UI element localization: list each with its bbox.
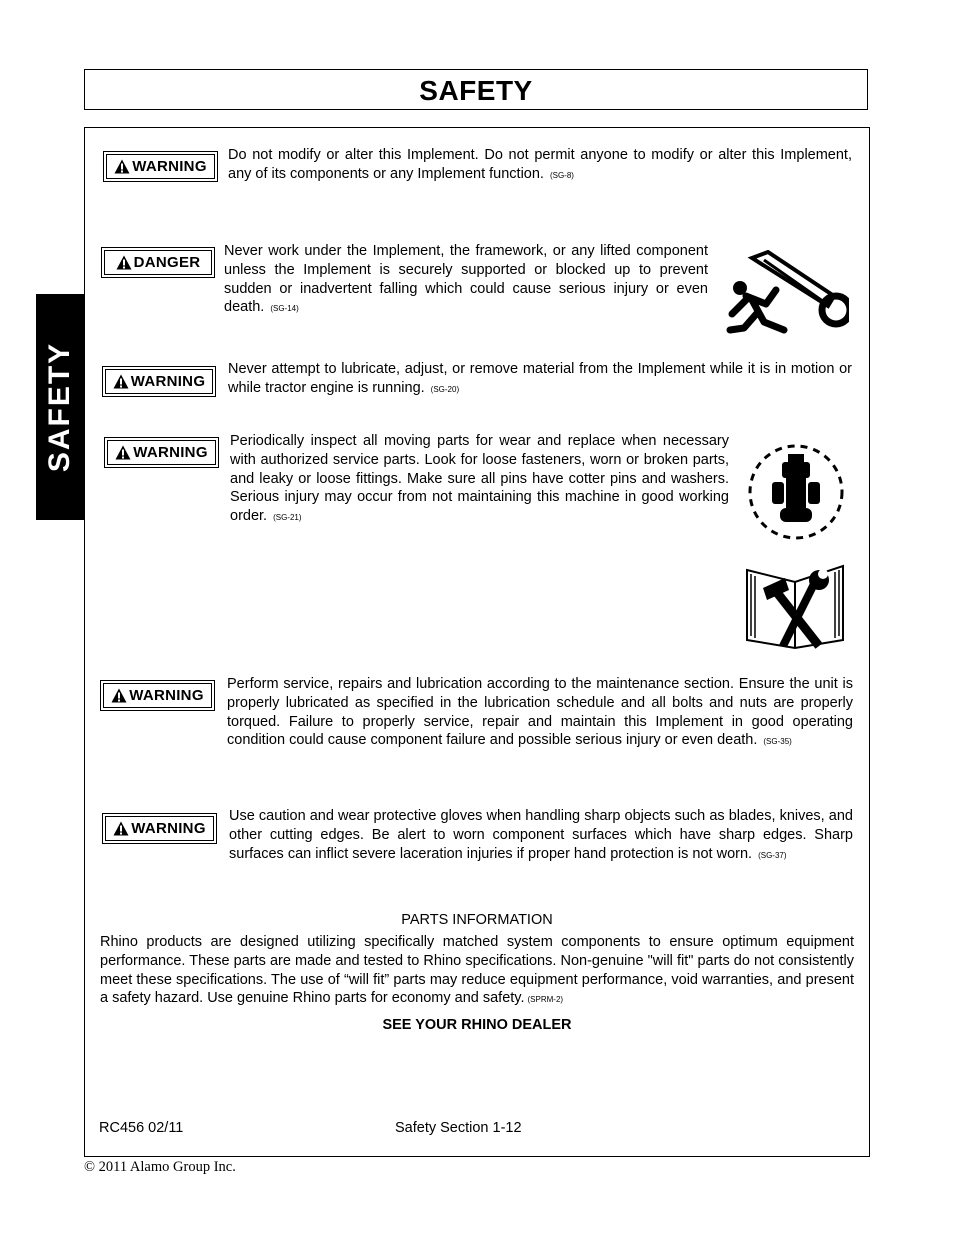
alert-triangle-icon [113, 374, 129, 389]
warning-label [103, 151, 218, 182]
section-side-tab [36, 294, 84, 520]
alert-triangle-icon [116, 255, 132, 270]
side-tab-label: SAFETY [43, 341, 76, 473]
crushing-hazard-icon [724, 250, 849, 340]
safety-message: Do not modify or alter this Implement. Do not permit anyone to modify or alter this Implement, any of its components or any Implement function. (SG-8) [228, 147, 852, 182]
signal-word: WARNING [132, 158, 207, 175]
message-code: (SG-14) [270, 304, 299, 314]
alert-triangle-icon [115, 445, 131, 460]
safety-message: Use caution and wear protective gloves when handling sharp objects such as blades, knives, and other cutting edges. Be alert to worn component surfaces which have sharp edges. Sharp surfaces can inflict severe laceration injuries if proper hand protection is not worn. (SG-37) [229, 808, 853, 862]
signal-word: DANGER [133, 254, 201, 271]
safety-message: Periodically inspect all moving parts for wear and replace when necessary with authorized service parts. Look for loose fasteners, worn or broken parts, and leaky or loose fittings. Make sure all pins have cotter pins and washers. Serious injury may occur from not maintaining this machine in good working order. (SG-21) [230, 433, 729, 525]
message-code: (SG-35) [763, 737, 792, 747]
message-code: (SG-21) [273, 513, 302, 523]
footer-model: RC456 02/11 [99, 1120, 184, 1136]
message-code: (SG-37) [758, 850, 787, 860]
warning-label [104, 437, 219, 468]
footer-copyright: © 2011 Alamo Group Inc. [84, 1159, 236, 1175]
footer-section: Safety Section 1-12 [395, 1120, 522, 1136]
safety-message: Perform service, repairs and lubrication according to the maintenance section. Ensure the unit is properly lubricated as specified in the lubrication schedule and all bolts and nuts are properly torqued. Failure to properly service, repair and maintain this Implement in good operating condition could cause component failure and possible serious injury or even death. (SG-35) [227, 676, 853, 749]
tractor-inspection-icon [744, 442, 848, 542]
signal-word: WARNING [130, 373, 206, 390]
safety-message: Never attempt to lubricate, adjust, or remove material from the Implement while it is in motion or while tractor engine is running. (SG-20) [228, 361, 852, 396]
warning-label [102, 366, 216, 397]
page-header [84, 69, 868, 110]
signal-word: WARNING [133, 444, 208, 461]
danger-label [101, 247, 215, 278]
parts-paragraph: Rhino products are designed utilizing specifically matched system components to ensure optimum equipment performance. These parts are made and tested to Rhino specifications. Non-genuine "will fit" parts do not consistently meet these specifications. The use of “will fit” parts may reduce equipment performance, void warranties, and present a safety hazard. Use genuine Rhino parts for economy and safety. (SPRM-2) [100, 934, 854, 1007]
message-code: (SG-20) [430, 384, 460, 394]
warning-label [100, 680, 215, 711]
signal-word: WARNING [131, 820, 206, 837]
safety-message: Never work under the Implement, the framework, or any lifted component unless the Implement is securely supported or blocked up to prevent sudden or inadvertent falling which could cause serious injury or even death. (SG-14) [224, 243, 708, 316]
dealer-notice: SEE YOUR RHINO DEALER [382, 1017, 572, 1033]
message-code: (SG-8) [549, 170, 574, 180]
signal-word: WARNING [129, 687, 204, 704]
alert-triangle-icon [113, 821, 129, 836]
alert-triangle-icon [111, 688, 127, 703]
page-title: SAFETY [419, 75, 533, 106]
alert-triangle-icon [114, 159, 130, 174]
parts-code: (SPRM-2) [527, 995, 564, 1005]
warning-label [102, 813, 217, 844]
parts-heading: PARTS INFORMATION [401, 912, 553, 928]
manual-tools-icon [745, 560, 849, 650]
